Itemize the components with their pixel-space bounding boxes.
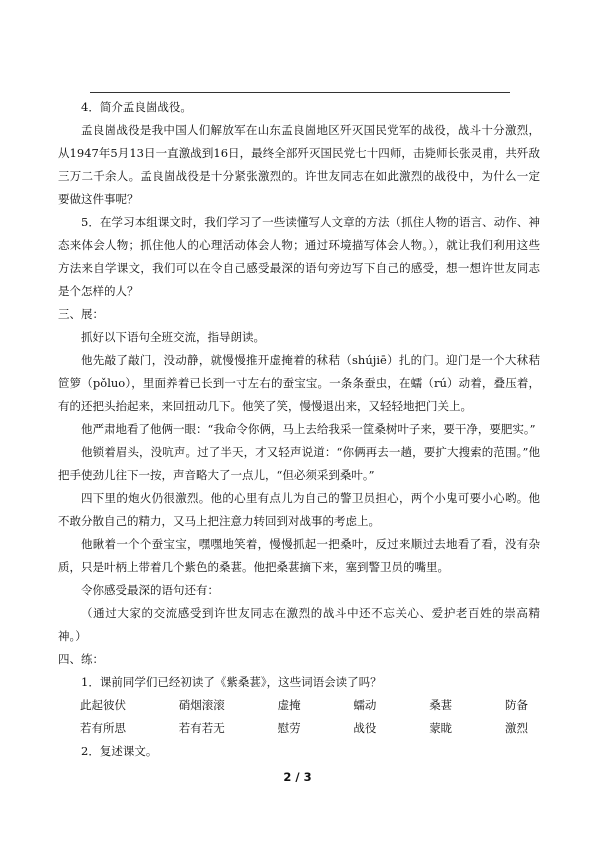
vocab-word: 防备 [504,698,528,712]
vocab-word: 若有所思 [80,721,126,735]
sentence-4: 四下里的炮火仍很激烈。他的心里有点儿为自己的警卫员担心，两个小鬼可要小心哟。他不敢分散自己的精力，又马上把注意力转回到对战事的考虑上。 [58,491,540,528]
question-4-body: 孟良崮战役是我中国人们解放军在山东孟良崮地区歼灭国民党军的战役，战斗十分激烈，从1947年5月13日一直激战到16日，最终全部歼灭国民党七十四师，击毙师长张灵甫，共歼敌三万二千余人。孟良崮战役是十分紧张激烈的。许世友同志在如此激烈的战役中，为什么一定要做这件事呢？ [58,123,540,206]
exercise-2: 2．复述课文。 [81,744,158,758]
section-3-title: 三、展： [58,307,104,321]
top-divider-line [90,92,510,93]
sentence-5: 他瞅着一个个蚕宝宝，嘿嘿地笑着，慢慢抓起一把桑叶，反过来顺过去地看了看，没有杂质，只是叶柄上带着几个紫色的桑葚。他把桑葚摘下来，塞到警卫员的嘴里。 [58,537,540,574]
question-5: 5．在学习本组课文时，我们学习了一些读懂写人文章的方法（抓住人物的语言、动作、神态来体会人物；抓住他人的心理活动体会人物；通过环境描写体会人物。），就让我们利用这些方法来自学课文，我们可以在令自己感受最深的语句旁边写下自己的感受，想一想许世友同志是个怎样的人？ [58,215,540,298]
vocabulary-row-1 [58,694,540,717]
sentence-7-answer: （通过大家的交流感受到许世友同志在激烈的战斗中还不忘关心、爱护老百姓的崇高精神。） [58,606,540,643]
sentence-2: 他严肃地看了他俩一眼：“我命令你俩，马上去给我采一筐桑树叶子来，要干净，要肥实。” [81,422,536,436]
sentence-6-prompt: 令你感受最深的语句还有： [81,583,219,597]
vocab-word: 战役 [353,721,377,735]
section-4-title: 四、练： [58,652,104,666]
document-body [58,96,540,763]
vocab-word: 桑葚 [429,698,453,712]
section-3-intro: 抓好以下语句全班交流，指导朗读。 [81,330,265,344]
vocab-word: 慰劳 [277,721,301,735]
vocab-word: 此起彼伏 [80,698,126,712]
sentence-3: 他锁着眉头，没吭声。过了半天，才又轻声说道：“你俩再去一趟，要扩大搜索的范围。”他把手使劲儿往下一按，声音略大了一点儿，“但必须采到桑叶。” [58,445,540,482]
vocab-word: 虚掩 [277,698,301,712]
question-4-title: 4．简介孟良崮战役。 [81,100,192,114]
sentence-1: 他先敲了敲门，没动静，就慢慢推开虚掩着的秫秸（shújiē）扎的门。迎门是一个大秫秸笸箩（pǒluo），里面养着已长到一寸左右的蚕宝宝。一条条蚕虫，在蠕（rú）动着，叠压着，有的还把头抬起来，来回扭动几下。他笑了笑，慢慢退出来，又轻轻地把门关上。 [58,353,540,413]
vocab-word: 激烈 [504,721,528,735]
vocab-word: 蠕动 [353,698,377,712]
vocabulary-row-2 [58,717,540,740]
vocab-word: 硝烟滚滚 [178,698,225,712]
exercise-1: 1．课前同学们已经初读了《紫桑葚》，这些词语会读了吗？ [81,675,382,689]
vocab-word: 蒙眬 [429,721,453,735]
page-number: 2 / 3 [283,770,312,784]
vocab-word: 若有若无 [178,721,225,735]
